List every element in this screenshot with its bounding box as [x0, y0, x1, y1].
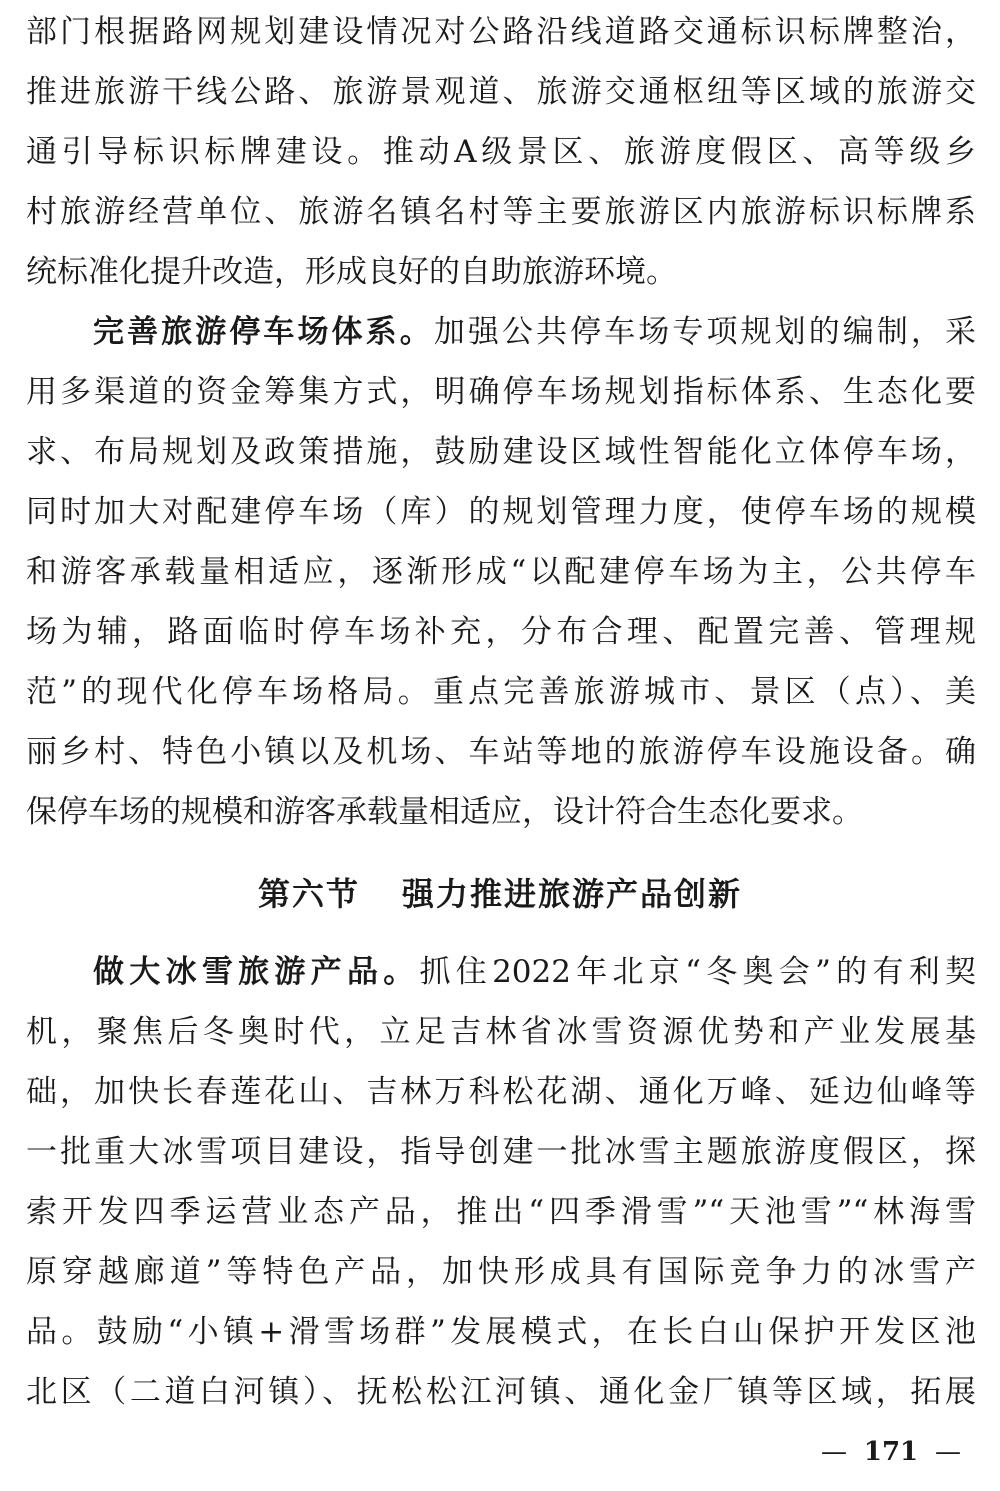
- page-number: 171: [863, 1437, 919, 1467]
- paragraph-2-line-8: 丽乡村、特色小镇以及机场、车站等地的旅游停车设施设备。确: [26, 734, 976, 770]
- paragraph-3-line-7: 品。鼓励“小镇+滑雪场群”发展模式，在长白山保护开发区池: [26, 1314, 976, 1350]
- paragraph-1-line-1: 部门根据路网规划建设情况对公路沿线道路交通标识标牌整治，: [26, 14, 976, 50]
- paragraph-2-line-2: 用多渠道的资金筹集方式，明确停车场规划指标体系、生态化要: [26, 374, 976, 410]
- section-title: 强力推进旅游产品创新: [402, 875, 743, 913]
- paragraph-2-line-6: 场为辅，路面临时停车场补充，分布合理、配置完善、管理规: [26, 614, 976, 650]
- paragraph-2-line-7: 范”的现代化停车场格局。重点完善旅游城市、景区（点）、美: [26, 674, 976, 710]
- paragraph-2-first-line-rest: 加强公共停车场专项规划的编制，采: [433, 314, 977, 350]
- paragraph-2-line-9: 保停车场的规模和游客承载量相适应，设计符合生态化要求。: [26, 794, 863, 830]
- paragraph-1-line-3: 通引导标识标牌建设。推动A级景区、旅游度假区、高等级乡: [26, 134, 976, 170]
- footer-dash-left: —: [821, 1437, 847, 1467]
- paragraph-1-line-4: 村旅游经营单位、旅游名镇名村等主要旅游区内旅游标识标牌系: [26, 194, 976, 230]
- paragraph-3-lead: 做大冰雪旅游产品。: [93, 954, 420, 990]
- paragraph-1-line-5: 统标准化提升改造，形成良好的自助旅游环境。: [26, 254, 677, 290]
- paragraph-3-line-6: 原穿越廊道”等特色产品，加快形成具有国际竞争力的冰雪产: [26, 1254, 976, 1290]
- footer-dash-right: —: [935, 1437, 961, 1467]
- paragraph-1-line-2: 推进旅游干线公路、旅游景观道、旅游交通枢纽等区域的旅游交: [26, 74, 976, 110]
- paragraph-2-line-3: 求、布局规划及政策措施，鼓励建设区域性智能化立体停车场，: [26, 434, 976, 470]
- paragraph-3-line-2: 机，聚焦后冬奥时代，立足吉林省冰雪资源优势和产业发展基: [26, 1014, 976, 1050]
- page-footer: [812, 1432, 972, 1472]
- paragraph-2-line-5: 和游客承载量相适应，逐渐形成“以配建停车场为主，公共停车: [26, 554, 976, 590]
- section-heading: [0, 872, 1000, 916]
- paragraph-3-line-8: 北区（二道白河镇）、抚松松江河镇、通化金厂镇等区域，拓展: [26, 1374, 976, 1410]
- section-number: 第六节: [257, 875, 360, 913]
- paragraph-3-line-3: 础，加快长春莲花山、吉林万科松花湖、通化万峰、延边仙峰等: [26, 1074, 976, 1110]
- paragraph-3-first-line-rest: 抓住2022年北京“冬奥会”的有利契: [419, 954, 977, 990]
- paragraph-3-line-5: 索开发四季运营业态产品，推出“四季滑雪”“天池雪”“林海雪: [26, 1194, 976, 1230]
- paragraph-2-line-4: 同时加大对配建停车场（库）的规划管理力度，使停车场的规模: [26, 494, 976, 530]
- paragraph-3-line-1: [93, 952, 976, 992]
- paragraph-2-line-1: [93, 312, 976, 352]
- paragraph-2-lead: 完善旅游停车场体系。: [93, 314, 434, 350]
- paragraph-3-line-4: 一批重大冰雪项目建设，指导创建一批冰雪主题旅游度假区，探: [26, 1134, 976, 1170]
